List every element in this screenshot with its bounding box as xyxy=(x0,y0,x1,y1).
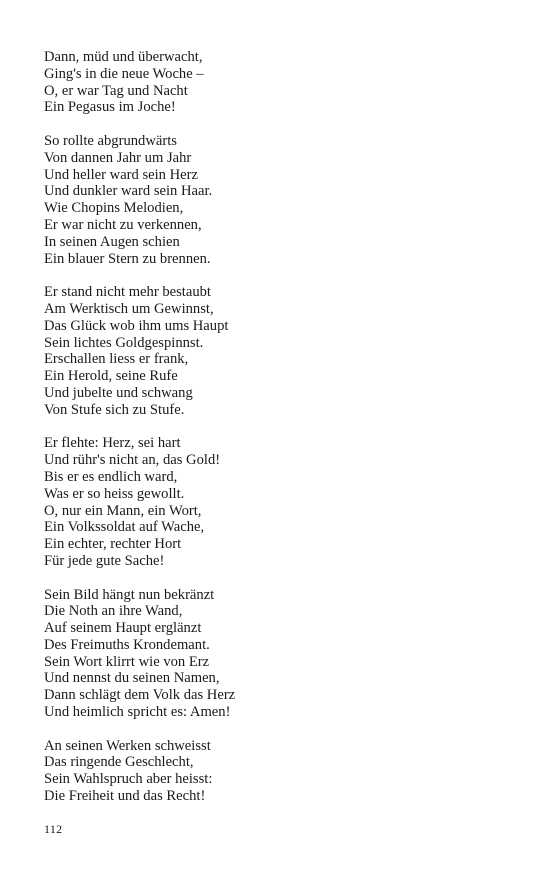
stanza-4 xyxy=(44,435,514,569)
poem-line: Ein Volkssoldat auf Wache, xyxy=(44,519,205,536)
poem-line: Auf seinem Haupt erglänzt xyxy=(44,620,202,637)
page-number: 112 xyxy=(44,822,63,836)
stanza-5 xyxy=(44,587,514,721)
poem-line: Für jede gute Sache! xyxy=(44,552,165,569)
poem-line: Und rühr's nicht an, das Gold! xyxy=(44,452,221,469)
poem-line: Er flehte: Herz, sei hart xyxy=(44,435,181,452)
poem-line: Von dannen Jahr um Jahr xyxy=(44,149,192,166)
poem-line: Wie Chopins Melodien, xyxy=(44,200,184,217)
poem-line: Dann, müd und überwacht, xyxy=(44,49,203,65)
stanza-2 xyxy=(44,133,514,267)
poem-line: Am Werktisch um Gewinnst, xyxy=(44,300,214,317)
poem-line: Und jubelte und schwang xyxy=(44,384,193,401)
poem-line: O, nur ein Mann, ein Wort, xyxy=(44,502,202,519)
poem-line: Und dunkler ward sein Haar. xyxy=(44,183,213,200)
poem-line: Er stand nicht mehr bestaubt xyxy=(44,284,211,301)
poem-line: Das ringende Geschlecht, xyxy=(44,754,194,771)
poem-line: Die Freiheit und das Recht! xyxy=(44,788,206,805)
poem-line: O, er war Tag und Nacht xyxy=(44,82,188,99)
poem-line: Die Noth an ihre Wand, xyxy=(44,603,183,620)
poem-body xyxy=(44,49,514,822)
poem-line: Sein lichtes Goldgespinnst. xyxy=(44,334,204,351)
poem-line: In seinen Augen schien xyxy=(44,233,180,250)
poem-line: Und heller ward sein Herz xyxy=(44,166,198,183)
stanza-6 xyxy=(44,738,514,805)
poem-line: Erschallen liess er frank, xyxy=(44,351,189,368)
poem-line: Das Glück wob ihm ums Haupt xyxy=(44,317,229,334)
poem-line: An seinen Werken schweisst xyxy=(44,737,211,754)
poem-line: Ein Pegasus im Joche! xyxy=(44,99,176,116)
poem-line: Von Stufe sich zu Stufe. xyxy=(44,401,185,418)
poem-line: Bis er es endlich ward, xyxy=(44,468,178,485)
poem-line: Des Freimuths Krondemant. xyxy=(44,636,210,653)
poem-line: Ein echter, rechter Hort xyxy=(44,536,182,553)
poem-line: Und nennst du seinen Namen, xyxy=(44,670,220,687)
poem-line: Dann schlägt dem Volk das Herz xyxy=(44,687,236,704)
poem-line: Sein Wort klirrt wie von Erz xyxy=(44,653,210,670)
poem-line: Was er so heiss gewollt. xyxy=(44,485,185,502)
poem-line: Und heimlich spricht es: Amen! xyxy=(44,704,231,721)
poem-line: Ein Herold, seine Rufe xyxy=(44,368,178,385)
poem-line: Ein blauer Stern zu brennen. xyxy=(44,250,211,267)
poem-line: Sein Bild hängt nun bekränzt xyxy=(44,586,215,603)
stanza-3 xyxy=(44,284,514,418)
poem-line: Ging's in die neue Woche – xyxy=(44,65,204,82)
poem-line: So rollte abgrundwärts xyxy=(44,132,177,149)
poem-line: Sein Wahlspruch aber heisst: xyxy=(44,771,213,788)
stanza-1 xyxy=(44,49,514,116)
poem-line: Er war nicht zu verkennen, xyxy=(44,216,202,233)
